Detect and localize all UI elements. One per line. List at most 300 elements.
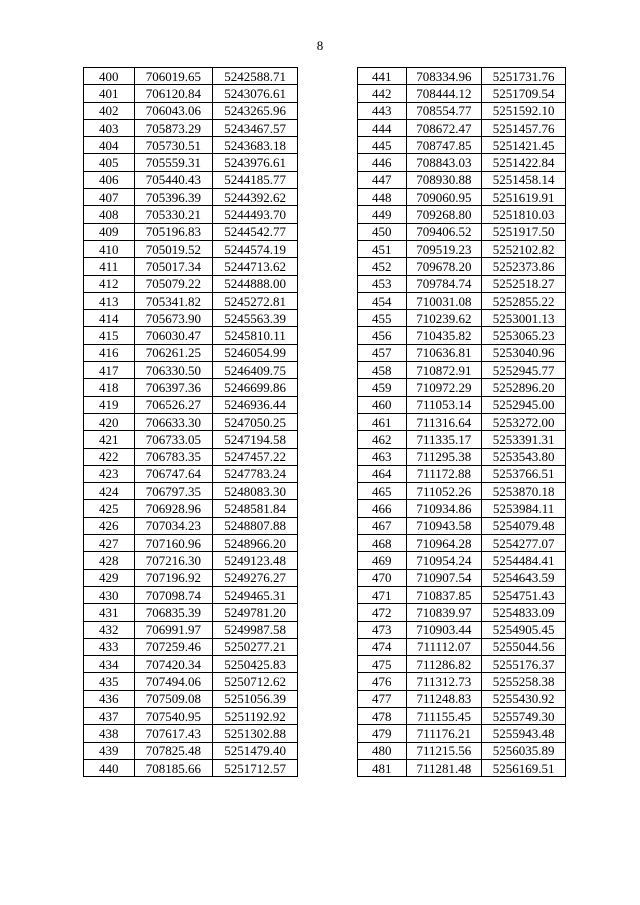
x-coordinate-cell: 708843.03 — [406, 154, 482, 171]
y-coordinate-cell: 5251302.88 — [213, 725, 298, 742]
point-number-cell: 419 — [84, 396, 135, 413]
point-number-cell: 409 — [84, 223, 135, 240]
x-coordinate-cell: 705396.39 — [134, 189, 213, 206]
x-coordinate-cell: 707259.46 — [134, 638, 213, 655]
point-number-cell: 461 — [358, 413, 407, 430]
table-row — [84, 759, 298, 776]
table-row — [358, 569, 566, 586]
point-number-cell: 453 — [358, 275, 407, 292]
x-coordinate-cell: 710907.54 — [406, 569, 482, 586]
table-row — [358, 465, 566, 482]
y-coordinate-cell: 5243076.61 — [213, 85, 298, 102]
x-coordinate-cell: 710943.58 — [406, 517, 482, 534]
table-row — [358, 413, 566, 430]
point-number-cell: 460 — [358, 396, 407, 413]
x-coordinate-cell: 706797.35 — [134, 483, 213, 500]
y-coordinate-cell: 5254079.48 — [482, 517, 566, 534]
point-number-cell: 435 — [84, 673, 135, 690]
y-coordinate-cell: 5251712.57 — [213, 759, 298, 776]
table-row — [358, 621, 566, 638]
point-number-cell: 466 — [358, 500, 407, 517]
y-coordinate-cell: 5255943.48 — [482, 725, 566, 742]
y-coordinate-cell: 5254484.41 — [482, 552, 566, 569]
table-row — [358, 535, 566, 552]
table-row — [358, 206, 566, 223]
table-row — [84, 310, 298, 327]
y-coordinate-cell: 5253870.18 — [482, 483, 566, 500]
x-coordinate-cell: 711112.07 — [406, 638, 482, 655]
y-coordinate-cell: 5242588.71 — [213, 68, 298, 85]
x-coordinate-cell: 711286.82 — [406, 656, 482, 673]
y-coordinate-cell: 5244493.70 — [213, 206, 298, 223]
x-coordinate-cell: 711215.56 — [406, 742, 482, 759]
point-number-cell: 425 — [84, 500, 135, 517]
point-number-cell: 432 — [84, 621, 135, 638]
x-coordinate-cell: 705440.43 — [134, 171, 213, 188]
x-coordinate-cell: 706397.36 — [134, 379, 213, 396]
table-row — [84, 327, 298, 344]
y-coordinate-cell: 5255176.37 — [482, 656, 566, 673]
y-coordinate-cell: 5248966.20 — [213, 535, 298, 552]
y-coordinate-cell: 5256035.89 — [482, 742, 566, 759]
point-number-cell: 452 — [358, 258, 407, 275]
x-coordinate-cell: 706019.65 — [134, 68, 213, 85]
x-coordinate-cell: 708930.88 — [406, 171, 482, 188]
table-row — [358, 68, 566, 85]
x-coordinate-cell: 708185.66 — [134, 759, 213, 776]
y-coordinate-cell: 5243976.61 — [213, 154, 298, 171]
x-coordinate-cell: 711316.64 — [406, 413, 482, 430]
point-number-cell: 415 — [84, 327, 135, 344]
x-coordinate-cell: 710903.44 — [406, 621, 482, 638]
point-number-cell: 427 — [84, 535, 135, 552]
point-number-cell: 437 — [84, 707, 135, 724]
table-body — [358, 68, 566, 777]
point-number-cell: 407 — [84, 189, 135, 206]
y-coordinate-cell: 5254643.59 — [482, 569, 566, 586]
point-number-cell: 449 — [358, 206, 407, 223]
x-coordinate-cell: 709268.80 — [406, 206, 482, 223]
x-coordinate-cell: 705017.34 — [134, 258, 213, 275]
y-coordinate-cell: 5252102.82 — [482, 240, 566, 257]
table-row — [358, 310, 566, 327]
y-coordinate-cell: 5250712.62 — [213, 673, 298, 690]
y-coordinate-cell: 5249465.31 — [213, 586, 298, 603]
table-row — [84, 707, 298, 724]
y-coordinate-cell: 5252373.86 — [482, 258, 566, 275]
point-number-cell: 456 — [358, 327, 407, 344]
y-coordinate-cell: 5253001.13 — [482, 310, 566, 327]
point-number-cell: 468 — [358, 535, 407, 552]
point-number-cell: 406 — [84, 171, 135, 188]
y-coordinate-cell: 5254905.45 — [482, 621, 566, 638]
y-coordinate-cell: 5253040.96 — [482, 344, 566, 361]
x-coordinate-cell: 705196.83 — [134, 223, 213, 240]
table-row — [358, 102, 566, 119]
table-row — [358, 119, 566, 136]
y-coordinate-cell: 5248807.88 — [213, 517, 298, 534]
y-coordinate-cell: 5246699.86 — [213, 379, 298, 396]
x-coordinate-cell: 706330.50 — [134, 362, 213, 379]
point-number-cell: 442 — [358, 85, 407, 102]
x-coordinate-cell: 708334.96 — [406, 68, 482, 85]
table-row — [358, 154, 566, 171]
point-number-cell: 479 — [358, 725, 407, 742]
point-number-cell: 448 — [358, 189, 407, 206]
y-coordinate-cell: 5244574.19 — [213, 240, 298, 257]
y-coordinate-cell: 5246409.75 — [213, 362, 298, 379]
table-row — [358, 137, 566, 154]
table-row — [84, 448, 298, 465]
x-coordinate-cell: 710031.08 — [406, 292, 482, 309]
x-coordinate-cell: 711053.14 — [406, 396, 482, 413]
x-coordinate-cell: 709406.52 — [406, 223, 482, 240]
table-row — [358, 690, 566, 707]
point-number-cell: 430 — [84, 586, 135, 603]
x-coordinate-cell: 709519.23 — [406, 240, 482, 257]
table-row — [84, 586, 298, 603]
table-row — [84, 102, 298, 119]
x-coordinate-cell: 710954.24 — [406, 552, 482, 569]
table-row — [358, 292, 566, 309]
table-row — [358, 171, 566, 188]
x-coordinate-cell: 705673.90 — [134, 310, 213, 327]
y-coordinate-cell: 5254833.09 — [482, 604, 566, 621]
y-coordinate-cell: 5245272.81 — [213, 292, 298, 309]
y-coordinate-cell: 5251421.45 — [482, 137, 566, 154]
point-number-cell: 464 — [358, 465, 407, 482]
point-number-cell: 436 — [84, 690, 135, 707]
point-number-cell: 474 — [358, 638, 407, 655]
point-number-cell: 450 — [358, 223, 407, 240]
table-row — [358, 586, 566, 603]
y-coordinate-cell: 5245810.11 — [213, 327, 298, 344]
coordinates-table-left — [83, 67, 298, 777]
point-number-cell: 446 — [358, 154, 407, 171]
x-coordinate-cell: 711335.17 — [406, 431, 482, 448]
point-number-cell: 476 — [358, 673, 407, 690]
y-coordinate-cell: 5252945.77 — [482, 362, 566, 379]
point-number-cell: 434 — [84, 656, 135, 673]
point-number-cell: 455 — [358, 310, 407, 327]
point-number-cell: 445 — [358, 137, 407, 154]
y-coordinate-cell: 5253272.00 — [482, 413, 566, 430]
x-coordinate-cell: 711295.38 — [406, 448, 482, 465]
point-number-cell: 402 — [84, 102, 135, 119]
table-row — [84, 292, 298, 309]
x-coordinate-cell: 706633.30 — [134, 413, 213, 430]
table-row — [84, 483, 298, 500]
point-number-cell: 428 — [84, 552, 135, 569]
x-coordinate-cell: 708554.77 — [406, 102, 482, 119]
point-number-cell: 469 — [358, 552, 407, 569]
table-row — [84, 119, 298, 136]
y-coordinate-cell: 5244542.77 — [213, 223, 298, 240]
y-coordinate-cell: 5249123.48 — [213, 552, 298, 569]
y-coordinate-cell: 5252945.00 — [482, 396, 566, 413]
y-coordinate-cell: 5253543.80 — [482, 448, 566, 465]
x-coordinate-cell: 707196.92 — [134, 569, 213, 586]
table-row — [358, 223, 566, 240]
point-number-cell: 465 — [358, 483, 407, 500]
table-row — [358, 431, 566, 448]
y-coordinate-cell: 5243683.18 — [213, 137, 298, 154]
x-coordinate-cell: 705559.31 — [134, 154, 213, 171]
x-coordinate-cell: 707617.43 — [134, 725, 213, 742]
page-number: 8 — [316, 38, 324, 53]
y-coordinate-cell: 5246054.99 — [213, 344, 298, 361]
point-number-cell: 401 — [84, 85, 135, 102]
table-row — [84, 517, 298, 534]
point-number-cell: 472 — [358, 604, 407, 621]
point-number-cell: 420 — [84, 413, 135, 430]
table-row — [358, 759, 566, 776]
y-coordinate-cell: 5251709.54 — [482, 85, 566, 102]
y-coordinate-cell: 5251479.40 — [213, 742, 298, 759]
point-number-cell: 431 — [84, 604, 135, 621]
coordinates-table-right — [357, 67, 566, 777]
y-coordinate-cell: 5253984.11 — [482, 500, 566, 517]
table-row — [84, 604, 298, 621]
y-coordinate-cell: 5251422.84 — [482, 154, 566, 171]
point-number-cell: 440 — [84, 759, 135, 776]
y-coordinate-cell: 5251458.14 — [482, 171, 566, 188]
x-coordinate-cell: 706928.96 — [134, 500, 213, 517]
x-coordinate-cell: 707098.74 — [134, 586, 213, 603]
y-coordinate-cell: 5249781.20 — [213, 604, 298, 621]
y-coordinate-cell: 5253391.31 — [482, 431, 566, 448]
point-number-cell: 422 — [84, 448, 135, 465]
x-coordinate-cell: 709678.20 — [406, 258, 482, 275]
x-coordinate-cell: 707160.96 — [134, 535, 213, 552]
x-coordinate-cell: 711172.88 — [406, 465, 482, 482]
point-number-cell: 408 — [84, 206, 135, 223]
y-coordinate-cell: 5244392.62 — [213, 189, 298, 206]
y-coordinate-cell: 5247050.25 — [213, 413, 298, 430]
table-row — [84, 413, 298, 430]
y-coordinate-cell: 5248581.84 — [213, 500, 298, 517]
table-row — [84, 154, 298, 171]
point-number-cell: 438 — [84, 725, 135, 742]
x-coordinate-cell: 706030.47 — [134, 327, 213, 344]
y-coordinate-cell: 5255749.30 — [482, 707, 566, 724]
x-coordinate-cell: 711176.21 — [406, 725, 482, 742]
point-number-cell: 454 — [358, 292, 407, 309]
point-number-cell: 418 — [84, 379, 135, 396]
table-row — [358, 85, 566, 102]
point-number-cell: 463 — [358, 448, 407, 465]
point-number-cell: 462 — [358, 431, 407, 448]
table-row — [84, 240, 298, 257]
x-coordinate-cell: 705730.51 — [134, 137, 213, 154]
x-coordinate-cell: 711312.73 — [406, 673, 482, 690]
table-row — [358, 362, 566, 379]
y-coordinate-cell: 5247457.22 — [213, 448, 298, 465]
x-coordinate-cell: 708747.85 — [406, 137, 482, 154]
point-number-cell: 404 — [84, 137, 135, 154]
x-coordinate-cell: 705873.29 — [134, 119, 213, 136]
x-coordinate-cell: 711155.45 — [406, 707, 482, 724]
y-coordinate-cell: 5245563.39 — [213, 310, 298, 327]
x-coordinate-cell: 706733.05 — [134, 431, 213, 448]
y-coordinate-cell: 5251592.10 — [482, 102, 566, 119]
y-coordinate-cell: 5248083.30 — [213, 483, 298, 500]
x-coordinate-cell: 709060.95 — [406, 189, 482, 206]
y-coordinate-cell: 5247783.24 — [213, 465, 298, 482]
y-coordinate-cell: 5255430.92 — [482, 690, 566, 707]
point-number-cell: 458 — [358, 362, 407, 379]
table-row — [84, 656, 298, 673]
point-number-cell: 447 — [358, 171, 407, 188]
table-row — [84, 85, 298, 102]
table-row — [84, 431, 298, 448]
point-number-cell: 451 — [358, 240, 407, 257]
table-row — [84, 137, 298, 154]
y-coordinate-cell: 5256169.51 — [482, 759, 566, 776]
table-row — [358, 638, 566, 655]
y-coordinate-cell: 5251619.91 — [482, 189, 566, 206]
x-coordinate-cell: 711052.26 — [406, 483, 482, 500]
point-number-cell: 471 — [358, 586, 407, 603]
x-coordinate-cell: 708444.12 — [406, 85, 482, 102]
point-number-cell: 475 — [358, 656, 407, 673]
table-row — [358, 396, 566, 413]
y-coordinate-cell: 5252896.20 — [482, 379, 566, 396]
table-row — [358, 517, 566, 534]
table-row — [358, 189, 566, 206]
x-coordinate-cell: 710934.86 — [406, 500, 482, 517]
point-number-cell: 441 — [358, 68, 407, 85]
point-number-cell: 426 — [84, 517, 135, 534]
table-row — [84, 344, 298, 361]
table-row — [358, 275, 566, 292]
point-number-cell: 467 — [358, 517, 407, 534]
y-coordinate-cell: 5244888.00 — [213, 275, 298, 292]
table-row — [358, 725, 566, 742]
x-coordinate-cell: 710972.29 — [406, 379, 482, 396]
x-coordinate-cell: 710837.85 — [406, 586, 482, 603]
y-coordinate-cell: 5252855.22 — [482, 292, 566, 309]
y-coordinate-cell: 5251917.50 — [482, 223, 566, 240]
y-coordinate-cell: 5253065.23 — [482, 327, 566, 344]
y-coordinate-cell: 5243265.96 — [213, 102, 298, 119]
x-coordinate-cell: 705079.22 — [134, 275, 213, 292]
table-row — [358, 500, 566, 517]
x-coordinate-cell: 710872.91 — [406, 362, 482, 379]
table-row — [84, 465, 298, 482]
y-coordinate-cell: 5251056.39 — [213, 690, 298, 707]
point-number-cell: 480 — [358, 742, 407, 759]
point-number-cell: 421 — [84, 431, 135, 448]
table-row — [84, 500, 298, 517]
x-coordinate-cell: 707420.34 — [134, 656, 213, 673]
point-number-cell: 405 — [84, 154, 135, 171]
table-row — [358, 552, 566, 569]
x-coordinate-cell: 710636.81 — [406, 344, 482, 361]
point-number-cell: 443 — [358, 102, 407, 119]
point-number-cell: 417 — [84, 362, 135, 379]
table-body — [84, 68, 298, 777]
x-coordinate-cell: 706261.25 — [134, 344, 213, 361]
point-number-cell: 412 — [84, 275, 135, 292]
point-number-cell: 429 — [84, 569, 135, 586]
x-coordinate-cell: 707540.95 — [134, 707, 213, 724]
table-row — [84, 673, 298, 690]
y-coordinate-cell: 5249276.27 — [213, 569, 298, 586]
table-row — [358, 240, 566, 257]
y-coordinate-cell: 5254751.43 — [482, 586, 566, 603]
x-coordinate-cell: 706991.97 — [134, 621, 213, 638]
table-row — [358, 604, 566, 621]
point-number-cell: 433 — [84, 638, 135, 655]
table-row — [84, 206, 298, 223]
y-coordinate-cell: 5244713.62 — [213, 258, 298, 275]
x-coordinate-cell: 707034.23 — [134, 517, 213, 534]
table-row — [84, 396, 298, 413]
x-coordinate-cell: 710839.97 — [406, 604, 482, 621]
y-coordinate-cell: 5251810.03 — [482, 206, 566, 223]
table-row — [84, 535, 298, 552]
point-number-cell: 410 — [84, 240, 135, 257]
y-coordinate-cell: 5255044.56 — [482, 638, 566, 655]
y-coordinate-cell: 5243467.57 — [213, 119, 298, 136]
y-coordinate-cell: 5250425.83 — [213, 656, 298, 673]
table-row — [84, 725, 298, 742]
table-row — [358, 258, 566, 275]
table-row — [358, 707, 566, 724]
point-number-cell: 411 — [84, 258, 135, 275]
table-row — [358, 742, 566, 759]
table-row — [84, 189, 298, 206]
y-coordinate-cell: 5251457.76 — [482, 119, 566, 136]
table-row — [358, 379, 566, 396]
x-coordinate-cell: 707216.30 — [134, 552, 213, 569]
x-coordinate-cell: 706526.27 — [134, 396, 213, 413]
y-coordinate-cell: 5249987.58 — [213, 621, 298, 638]
table-row — [84, 275, 298, 292]
point-number-cell: 478 — [358, 707, 407, 724]
table-row — [358, 673, 566, 690]
x-coordinate-cell: 706835.39 — [134, 604, 213, 621]
point-number-cell: 439 — [84, 742, 135, 759]
table-row — [84, 258, 298, 275]
x-coordinate-cell: 707509.08 — [134, 690, 213, 707]
point-number-cell: 414 — [84, 310, 135, 327]
x-coordinate-cell: 710964.28 — [406, 535, 482, 552]
table-row — [358, 344, 566, 361]
point-number-cell: 416 — [84, 344, 135, 361]
y-coordinate-cell: 5251731.76 — [482, 68, 566, 85]
point-number-cell: 444 — [358, 119, 407, 136]
point-number-cell: 403 — [84, 119, 135, 136]
y-coordinate-cell: 5247194.58 — [213, 431, 298, 448]
x-coordinate-cell: 711248.83 — [406, 690, 482, 707]
x-coordinate-cell: 706120.84 — [134, 85, 213, 102]
y-coordinate-cell: 5253766.51 — [482, 465, 566, 482]
x-coordinate-cell: 709784.74 — [406, 275, 482, 292]
y-coordinate-cell: 5244185.77 — [213, 171, 298, 188]
table-row — [84, 569, 298, 586]
point-number-cell: 459 — [358, 379, 407, 396]
x-coordinate-cell: 707825.48 — [134, 742, 213, 759]
x-coordinate-cell: 707494.06 — [134, 673, 213, 690]
table-row — [358, 656, 566, 673]
table-row — [358, 448, 566, 465]
point-number-cell: 424 — [84, 483, 135, 500]
x-coordinate-cell: 710435.82 — [406, 327, 482, 344]
table-row — [84, 362, 298, 379]
y-coordinate-cell: 5255258.38 — [482, 673, 566, 690]
